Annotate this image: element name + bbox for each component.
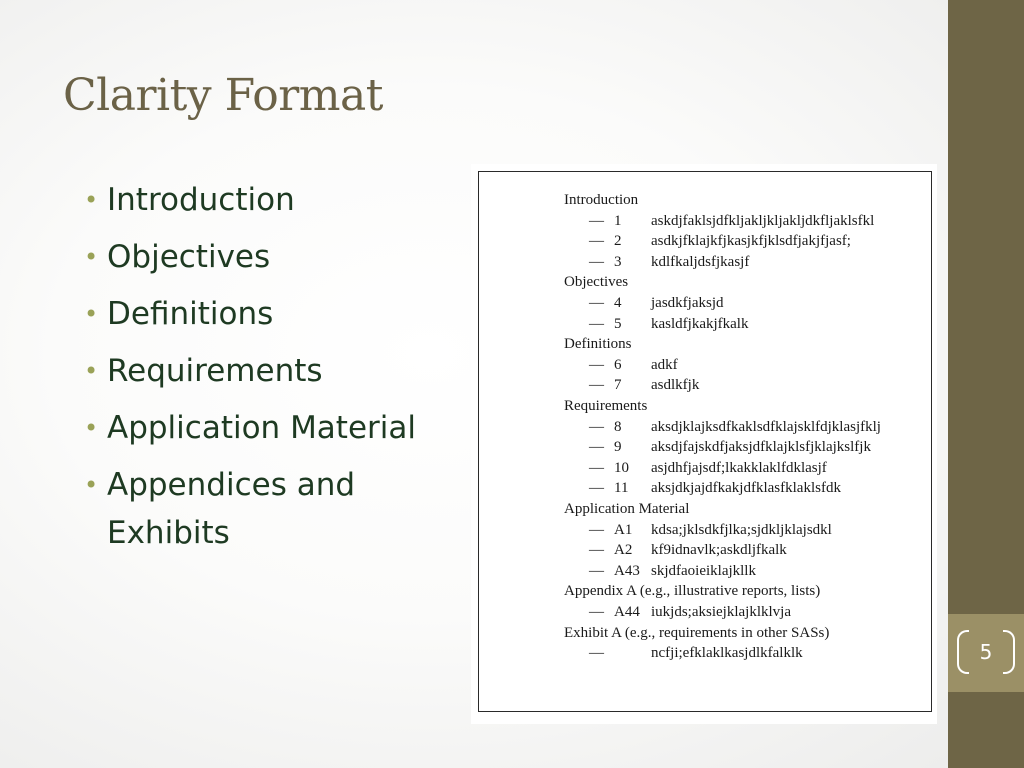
doc-item-text: asjdhfjajsdf;lkakklaklfdklasjf bbox=[651, 459, 827, 476]
doc-item-dash: — bbox=[589, 542, 604, 559]
doc-item-text: skjdfaoieiklajkllk bbox=[651, 562, 756, 579]
doc-item-num: 11 bbox=[614, 480, 629, 497]
doc-item-dash: — bbox=[589, 233, 604, 250]
doc-item-text: aksjdkjajdfkakjdfklasfklaklsfdk bbox=[651, 480, 841, 497]
doc-item-text: aksdjklajksdfkaklsdfklajsklfdjklasjfklj bbox=[651, 418, 881, 435]
doc-item-dash: — bbox=[589, 645, 604, 662]
doc-heading: Requirements bbox=[564, 398, 648, 414]
bullet-item bbox=[84, 347, 454, 395]
doc-item-dash: — bbox=[589, 480, 604, 497]
doc-item-num: A1 bbox=[614, 521, 633, 538]
doc-item-text: kasldfjkakjfkalk bbox=[651, 315, 749, 332]
bullet-item bbox=[84, 176, 454, 224]
doc-heading: Definitions bbox=[564, 336, 632, 353]
bullet-item bbox=[84, 233, 454, 281]
doc-heading: Application Material bbox=[564, 501, 690, 517]
doc-heading: Objectives bbox=[564, 274, 629, 291]
doc-item-text: kdlfkaljdsfjkasjf bbox=[651, 253, 750, 270]
doc-item-num: 8 bbox=[614, 418, 622, 435]
doc-item-num: 2 bbox=[614, 233, 622, 250]
bullet-item bbox=[84, 461, 454, 557]
doc-item-text: jasdkfjaksjd bbox=[651, 295, 724, 311]
doc-item-text: ncfji;efklaklkasjdlkfalklk bbox=[651, 645, 803, 662]
doc-item-dash: — bbox=[589, 377, 604, 394]
bullet-text: Requirements bbox=[107, 353, 323, 389]
bullet-text: Introduction bbox=[107, 182, 295, 218]
bullet-dot-icon: • bbox=[84, 186, 99, 214]
slide-title: Clarity Format bbox=[63, 70, 383, 121]
doc-item-dash: — bbox=[589, 356, 604, 373]
document-image bbox=[471, 164, 937, 724]
bullet-text: Application Material bbox=[107, 410, 417, 446]
doc-item-text: kdsa;jklsdkfjlka;sjdkljklajsdkl bbox=[651, 521, 832, 538]
doc-item-text: adkf bbox=[651, 356, 678, 373]
document-outline bbox=[478, 171, 932, 712]
doc-item-num: A43 bbox=[614, 562, 640, 579]
bullet-item bbox=[84, 290, 454, 338]
doc-item-num: 5 bbox=[614, 315, 622, 332]
doc-item-num: 6 bbox=[614, 356, 622, 373]
bullet-dot-icon: • bbox=[84, 414, 99, 442]
doc-item-dash: — bbox=[589, 459, 604, 476]
bullet-dot-icon: • bbox=[84, 300, 99, 328]
bullet-dot-icon: • bbox=[84, 357, 99, 385]
bullet-dot-icon: • bbox=[84, 471, 99, 499]
bullet-text: Definitions bbox=[107, 296, 274, 332]
doc-item-text: askdjfaklsjdfkljakljkljakljdkfljaklsfkl bbox=[651, 212, 875, 229]
doc-item-num: A2 bbox=[614, 542, 633, 559]
doc-item-dash: — bbox=[589, 562, 604, 579]
doc-item-text: asdkjfklajkfjkasjkfjklsdfjakjfjasf; bbox=[651, 233, 851, 250]
doc-item-dash: — bbox=[589, 604, 604, 620]
doc-item-dash: — bbox=[589, 212, 604, 229]
doc-item-text: asdlkfjk bbox=[651, 377, 700, 394]
doc-item-num: 9 bbox=[614, 439, 622, 456]
doc-heading: Introduction bbox=[564, 192, 639, 208]
doc-item-text: iukjds;aksiejklajklklvja bbox=[651, 604, 791, 620]
doc-item-num: 4 bbox=[614, 295, 622, 311]
doc-item-dash: — bbox=[589, 418, 604, 435]
doc-item-text: kf9idnavlk;askdljfkalk bbox=[651, 542, 787, 559]
doc-item-text: aksdjfajskdfjaksjdfklajklsfjklajkslfjk bbox=[651, 439, 871, 456]
doc-item-dash: — bbox=[589, 315, 604, 332]
bullet-item bbox=[84, 404, 454, 452]
page-number: 5 bbox=[979, 640, 993, 664]
bullet-text: Appendices and Exhibits bbox=[107, 467, 356, 551]
doc-item-num: 1 bbox=[614, 212, 622, 229]
doc-item-num: A44 bbox=[614, 604, 640, 620]
doc-item-num: 7 bbox=[614, 377, 622, 394]
page-number-box bbox=[948, 614, 1024, 692]
doc-heading: Appendix A (e.g., illustrative reports, lists) bbox=[564, 583, 821, 600]
doc-item-dash: — bbox=[589, 521, 604, 538]
doc-item-num: 10 bbox=[614, 459, 629, 476]
doc-item-dash: — bbox=[589, 439, 604, 456]
bullet-text: Objectives bbox=[107, 239, 271, 275]
doc-item-dash: — bbox=[589, 253, 604, 270]
doc-heading: Exhibit A (e.g., requirements in other SASs) bbox=[564, 624, 830, 641]
bullet-list bbox=[84, 176, 454, 566]
doc-item-dash: — bbox=[589, 295, 604, 311]
doc-item-num: 3 bbox=[614, 253, 622, 270]
bullet-dot-icon: • bbox=[84, 243, 99, 271]
